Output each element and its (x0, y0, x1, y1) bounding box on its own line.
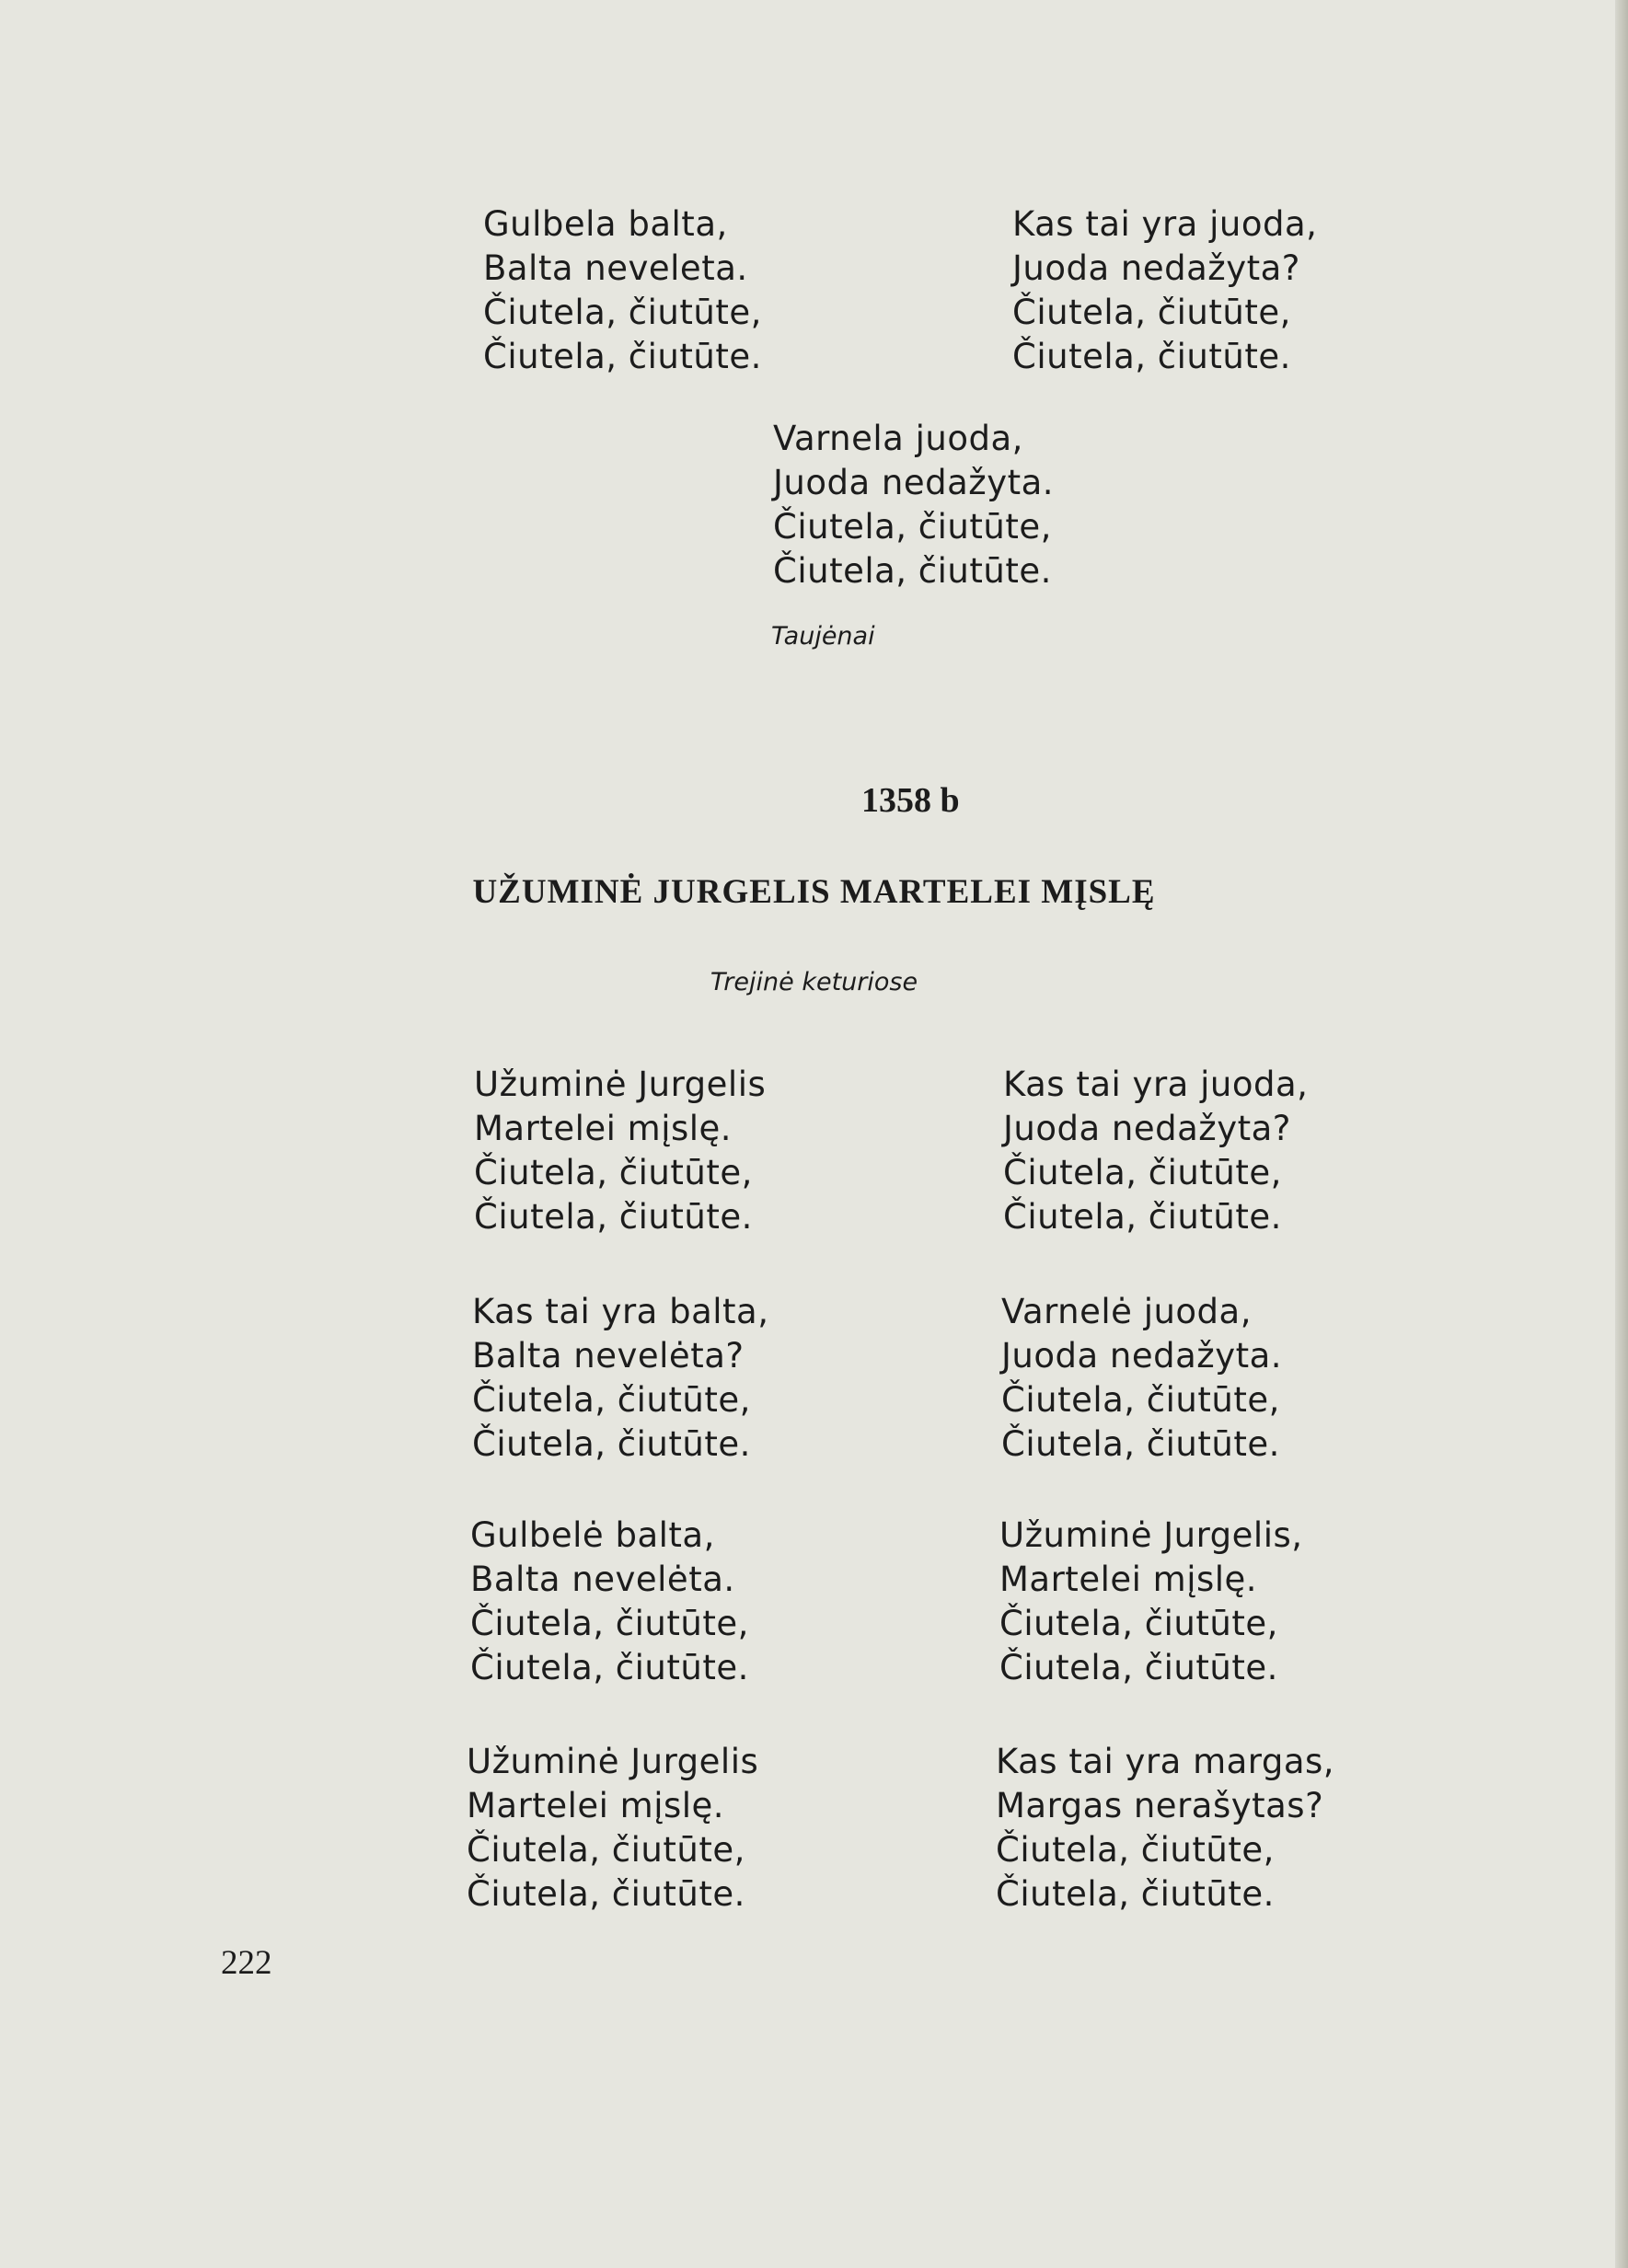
verse-line: Juoda nedažyta. (1001, 1336, 1283, 1376)
verse-line: Čiutela, čiutūte. (996, 1874, 1275, 1914)
stanza (773, 417, 1054, 593)
verse-line: Čiutela, čiutūte. (999, 1648, 1278, 1687)
verse-line: Gulbela balta, (483, 204, 728, 244)
verse-line: Balta nevelėta? (472, 1336, 745, 1376)
verse-line: Martelei mįslę. (999, 1560, 1258, 1599)
verse-line: Čiutela, čiutūte. (470, 1648, 749, 1687)
verse-line: Juoda nedažyta? (1003, 1109, 1291, 1148)
verse-line: Čiutela, čiutūte. (474, 1197, 753, 1237)
stanza (470, 1514, 749, 1690)
verse-line: Martelei mįslę. (474, 1109, 733, 1148)
verse-line: Čiutela, čiutūte. (472, 1424, 751, 1464)
verse-line: Čiutela, čiutūte, (1001, 1380, 1280, 1420)
song-title: UŽUMINĖ JURGELIS MARTELEI MĮSLĘ (472, 873, 1156, 911)
verse-line: Margas nerašytas? (996, 1786, 1324, 1825)
page-edge-shadow (1615, 0, 1628, 2268)
verse-line: Kas tai yra juoda, (1012, 204, 1318, 244)
stanza (996, 1740, 1334, 1917)
verse-line: Kas tai yra juoda, (1003, 1065, 1309, 1104)
verse-line: Čiutela, čiutūte. (467, 1874, 745, 1914)
verse-line: Čiutela, čiutūte, (472, 1380, 751, 1420)
verse-line: Čiutela, čiutūte, (1003, 1153, 1282, 1192)
verse-line: Čiutela, čiutūte, (773, 507, 1052, 547)
verse-line: Kas tai yra margas, (996, 1742, 1335, 1781)
verse-line: Čiutela, čiutūte. (1003, 1197, 1282, 1237)
verse-line: Varnela juoda, (773, 419, 1023, 458)
verse-line: Čiutela, čiutūte. (1001, 1424, 1280, 1464)
stanza (1012, 202, 1317, 379)
verse-line: Čiutela, čiutūte. (483, 337, 762, 376)
verse-line: Čiutela, čiutūte. (773, 551, 1052, 591)
verse-line: Čiutela, čiutūte, (467, 1830, 745, 1870)
verse-line: Čiutela, čiutūte, (1012, 293, 1291, 332)
verse-line: Juoda nedažyta. (773, 463, 1055, 502)
stanza (474, 1063, 766, 1239)
verse-line: Užuminė Jurgelis, (999, 1515, 1303, 1555)
verse-line: Juoda nedažyta? (1012, 248, 1300, 288)
verse-line: Gulbelė balta, (470, 1515, 715, 1555)
verse-line: Užuminė Jurgelis (467, 1742, 759, 1781)
verse-line: Čiutela, čiutūte, (470, 1604, 749, 1643)
song-number: 1358 b (861, 781, 960, 820)
song-subtitle: Trejinė keturiose (710, 968, 918, 996)
verse-line: Balta neveleta. (483, 248, 748, 288)
stanza (467, 1740, 758, 1917)
stanza (483, 202, 762, 379)
verse-line: Čiutela, čiutūte, (483, 293, 762, 332)
stanza (472, 1290, 768, 1467)
source-location: Taujėnai (771, 622, 875, 650)
verse-line: Čiutela, čiutūte. (1012, 337, 1291, 376)
verse-line: Martelei mįslę. (467, 1786, 725, 1825)
verse-line: Kas tai yra balta, (472, 1292, 769, 1331)
stanza (999, 1514, 1303, 1690)
page-number: 222 (221, 1944, 272, 1982)
verse-line: Varnelė juoda, (1001, 1292, 1252, 1331)
verse-line: Užuminė Jurgelis (474, 1065, 767, 1104)
verse-line: Čiutela, čiutūte, (999, 1604, 1278, 1643)
verse-line: Balta nevelėta. (470, 1560, 735, 1599)
verse-line: Čiutela, čiutūte, (474, 1153, 753, 1192)
stanza (1003, 1063, 1308, 1239)
stanza (1001, 1290, 1282, 1467)
verse-line: Čiutela, čiutūte, (996, 1830, 1275, 1870)
